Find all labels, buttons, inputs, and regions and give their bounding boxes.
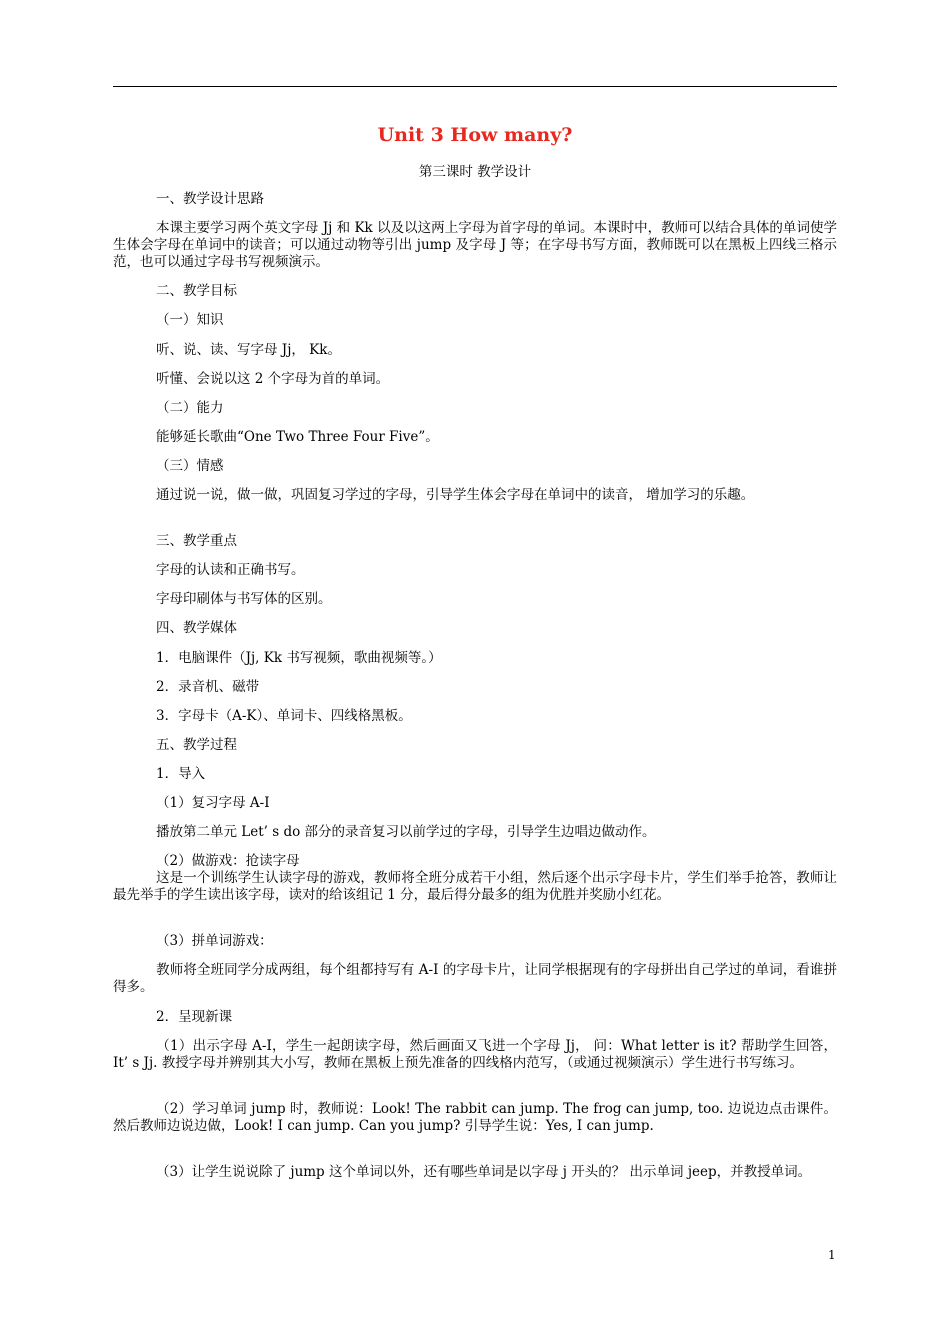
text-line: 播放第二单元 Let’ s do 部分的录音复习以前学过的字母，引导学生边唱边做动作。 (156, 824, 656, 840)
step-heading: 2．呈现新课 (156, 1009, 233, 1025)
page-number: 1 (828, 1248, 836, 1262)
paragraph: （1）出示字母 A-I，学生一起朗读字母，然后画面又飞进一个字母 Jj， 问：What letter is it? 帮助学生回答，It’ s Jj. 教授字母并辨别其大小写，教师在黑板上预先准备的四线格内范写，（或通过视频演示）学生进行书写练习。 (113, 1038, 837, 1071)
subsection-heading: （二）能力 (156, 400, 224, 416)
text-line: 能够延长歌曲“One Two Three Four Five”。 (156, 429, 439, 445)
paragraph: 教师将全班同学分成两组，每个组都持写有 A-I 的字母卡片，让同学根据现有的字母拼出自己学过的单词，看谁拼得多。 (113, 962, 837, 995)
document-subtitle: 第三课时 教学设计 (418, 164, 532, 180)
text-line: 3．字母卡（A-K）、单词卡、四线格黑板。 (156, 708, 412, 724)
text-line: 听懂、会说以这 2 个字母为首的单词。 (156, 371, 390, 387)
section-heading: 二、教学目标 (156, 283, 237, 299)
subsection-heading: （1）复习字母 A-I (156, 795, 270, 811)
text-line: 1．电脑课件（Jj, Kk 书写视频，歌曲视频等。） (156, 650, 442, 666)
step-heading: 1．导入 (156, 766, 206, 782)
subsection-heading: （2）做游戏：抢读字母 (156, 853, 300, 869)
text-line: 字母的认读和正确书写。 (156, 562, 305, 578)
paragraph: 通过说一说，做一做，巩固复习学过的字母，引导学生体会字母在单词中的读音， 增加学习的乐趣。 (156, 487, 755, 503)
document-title: Unit 3 How many? (377, 124, 573, 146)
paragraph: （2）学习单词 jump 时，教师说：Look! The rabbit can jump. The frog can jump, too. 边说边点击课件。然后教师边说边做，Look! I can jump. Can you jump? 引导学生说：Yes, I can jump. (113, 1101, 837, 1134)
subsection-heading: （三）情感 (156, 458, 224, 474)
text-line: 字母印刷体与书写体的区别。 (156, 591, 332, 607)
section-heading: 三、教学重点 (156, 533, 237, 549)
section-heading: 四、教学媒体 (156, 620, 237, 636)
section-heading: 一、教学设计思路 (156, 191, 264, 207)
header-rule (113, 86, 837, 87)
paragraph: 本课主要学习两个英文字母 Jj 和 Kk 以及以这两上字母为首字母的单词。本课时中，教师可以结合具体的单词使学生体会字母在单词中的读音；可以通过动物等引出 jump 及字母 J 等；在字母书写方面，教师既可以在黑板上四线三格示范，也可以通过字母书写视频演示。 (113, 220, 837, 270)
text-line: 听、说、读、写字母 Jj， Kk。 (156, 342, 341, 358)
section-heading: 五、教学过程 (156, 737, 237, 753)
paragraph: （3）让学生说说除了 jump 这个单词以外，还有哪些单词是以字母 j 开头的？ 出示单词 jeep，并教授单词。 (156, 1164, 812, 1180)
text-line: 2．录音机、磁带 (156, 679, 260, 695)
subsection-heading: （一）知识 (156, 312, 224, 328)
subsection-heading: （3）拼单词游戏： (156, 933, 273, 949)
paragraph: 这是一个训练学生认读字母的游戏，教师将全班分成若干小组，然后逐个出示字母卡片，学生们举手抢答，教师让最先举手的学生读出该字母，读对的给该组记 1 分，最后得分最多的组为优胜并奖励小红花。 (113, 870, 837, 903)
